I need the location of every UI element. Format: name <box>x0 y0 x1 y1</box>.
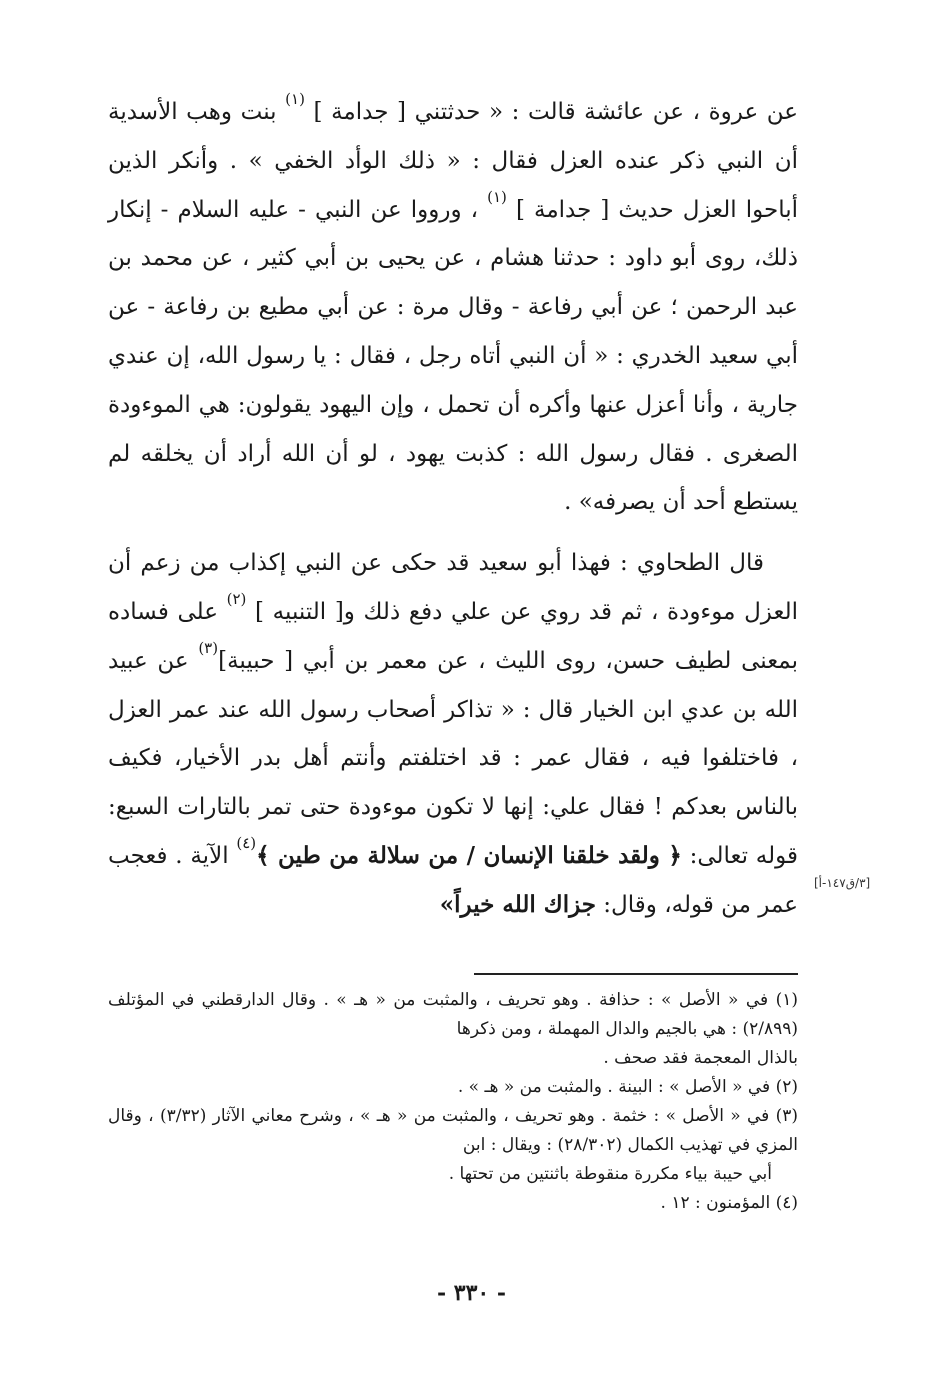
paragraph-1 <box>108 88 798 527</box>
paragraph-1-text <box>108 88 798 527</box>
footnote-1-continued: بالذال المعجمة فقد صحف . <box>603 1048 798 1068</box>
text-run: قال الطحاوي : فهذا أبو سعيد قد حكى عن النبي إكذاب من زعم أن العزل موءودة ، ثم قد روي عن علي دفع ذلك و[ التنبيه ] <box>108 550 798 625</box>
paragraph-2 <box>108 539 798 929</box>
footnote-3-continued: أبي حيبة بياء مكررة منقوطة باثنتين من تحتها . <box>448 1164 772 1184</box>
footnote-1: (١) في « الأصل » : حذافة . وهو تحريف ، والمثبت من « هـ » . وقال الدارقطني في المؤتلف (٢/٨٩٩) : هي بالجيم والدال المهملة ، ومن ذكرها <box>108 990 798 1039</box>
quran-verse: ﴿ ولقد خلقنا الإنسان / من سلالة من طين ﴾ <box>256 841 682 869</box>
footnote-ref-3[interactable]: (٣) <box>198 638 219 657</box>
text-run: عن عروة ، عن عائشة قالت : « حدثتني [ جدامة ] <box>304 99 799 125</box>
text-run: الآية . فعجب عمر من قوله، وقال: <box>108 842 798 918</box>
manuscript-folio-marker: [٣/ق١٤٧-أ] <box>814 876 871 890</box>
text-run: عن عبيد الله بن عدي ابن الخيار قال : « تذاكر أصحاب رسول الله عند عمر العزل ، فاختلفوا فيه ، فقال عمر : قد اختلفتم وأنتم أهل بدر الأخيار، فكيف بالناس بعدكم ! فقال علي: إنها لا تكون موءودة حتى تمر بالتارات السبع: قوله تعالى: <box>108 647 798 869</box>
main-text <box>108 88 798 930</box>
text-run: ، ورووا عن النبي - عليه السلام - إنكار ذلك، روى أبو داود : حدثنا هشام ، عن يحيى بن أبي كثير ، عن محمد بن عبد الرحمن ؛ عن أبي رفاعة - وقال مرة : عن أبي مطيع بن رفاعة - عن أبي سعيد الخدري : « أن النبي أتاه رجل ، فقال : يا رسول الله، إن عندي جارية ، وأنا أعزل عنها وأكره أن تحمل ، وإن اليهود يقولون: هي الموءودة الصغرى . فقال رسول الله : كذبت يهود ، لو أن الله أراد أن يخلقه لم يستطع أحد أن يصرفه» . <box>108 196 798 516</box>
footnote-ref-1b[interactable]: (١) <box>487 187 507 206</box>
footnote-4: (٤) المؤمنون : ١٢ . <box>660 1193 798 1213</box>
page <box>108 88 798 1338</box>
page-number <box>0 1280 943 1306</box>
footnote-3: (٣) في « الأصل » : خثمة . وهو تحريف ، والمثبت من « هـ » ، وشرح معاني الآثار (٣/٣٢) ، وقال المزي في تهذيب الكمال (٢٨/٣٠٢) : ويقال : ابن <box>108 1106 798 1155</box>
footnote-ref-4[interactable]: (٤) <box>236 833 257 852</box>
page-number-text: - ٣٣٠ - <box>436 1280 507 1306</box>
footnote-2: (٢) في « الأصل » : البينة . والمثبت من « هـ » . <box>457 1077 798 1097</box>
footnote-separator <box>474 973 798 975</box>
text-run-bold: جزاك الله خيراً» <box>439 890 596 918</box>
text-run: على فساده بمعنى لطيف حسن، روى الليث ، عن معمر بن أبي [ حبيبة] <box>108 598 798 674</box>
footnote-ref-1[interactable]: (١) <box>285 90 305 108</box>
paragraph-2-text <box>108 539 798 929</box>
footnote-ref-2[interactable]: (٢) <box>226 589 247 608</box>
footnotes <box>108 986 798 1218</box>
text-run: بنت وهب الأسدية أن النبي ذكر عنده العزل فقال : « ذلك الوأد الخفي » . وأنكر الذين أباحوا العزل حديث [ جدامة ] <box>108 99 798 223</box>
